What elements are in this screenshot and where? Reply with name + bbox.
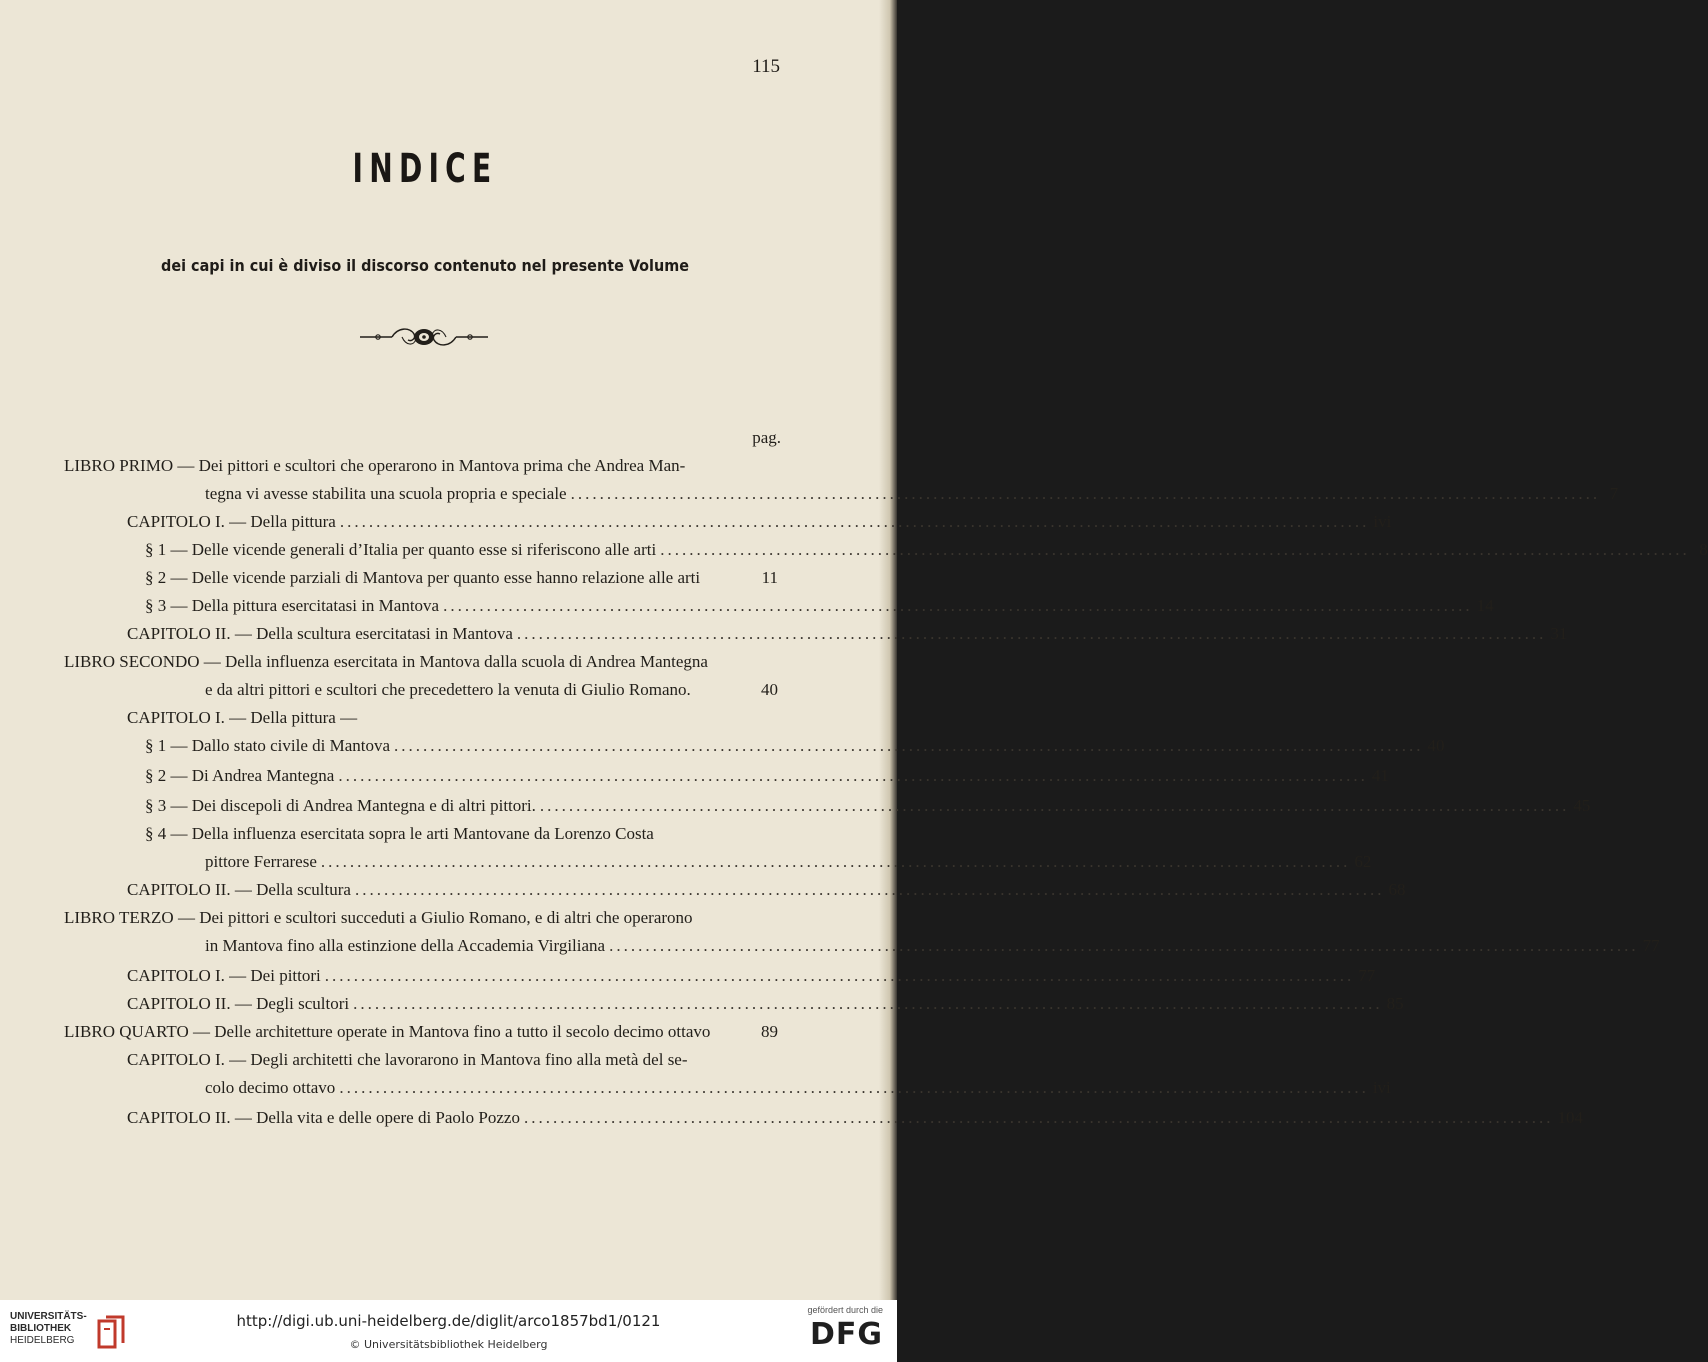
toc-entry bbox=[127, 1046, 739, 1074]
toc-entry-text: § 2 — Di Andrea Mantegna bbox=[145, 766, 335, 785]
dot-leader: .............................................................................................................................................. bbox=[339, 1078, 1369, 1097]
page-column-label: pag. bbox=[752, 428, 781, 447]
library-name-line3: HEIDELBERG bbox=[10, 1335, 75, 1346]
ornament-divider-icon bbox=[358, 322, 490, 352]
dot-leader: .............................................................................................................................................. bbox=[354, 880, 1385, 899]
toc-entry-text: colo decimo ottavo bbox=[205, 1078, 336, 1097]
toc-entry bbox=[145, 732, 1445, 760]
toc-entry bbox=[127, 876, 1406, 904]
toc-entry-page: 104 bbox=[1557, 1108, 1583, 1127]
toc-entry bbox=[127, 990, 1404, 1018]
toc-entry bbox=[145, 820, 778, 848]
toc-entry-page: 85 bbox=[1386, 994, 1404, 1013]
toc-entry bbox=[127, 704, 778, 732]
dot-leader: .............................................................................................................................................. bbox=[660, 540, 1690, 559]
dot-leader: .............................................................................................................................................. bbox=[339, 512, 1370, 531]
toc-entry-text: CAPITOLO I. — Degli architetti che lavorarono in Mantova fino alla metà del se- bbox=[127, 1050, 688, 1069]
toc-entry bbox=[145, 592, 1494, 620]
toc-entry-text: CAPITOLO II. — Della scultura esercitatasi in Mantova bbox=[127, 624, 513, 643]
toc-entry bbox=[127, 1104, 1583, 1132]
dot-leader: .............................................................................................................................................. bbox=[523, 1108, 1554, 1127]
toc-entry-text: § 3 — Dei discepoli di Andrea Mantegna e di altri pittori. bbox=[145, 796, 536, 815]
toc-entry bbox=[127, 508, 1392, 536]
toc-entry-text: LIBRO QUARTO — Delle architetture operate in Mantova fino a tutto il secolo decimo ottavo bbox=[64, 1022, 711, 1041]
toc-entry-text: LIBRO SECONDO — Della influenza esercitata in Mantova dalla scuola di Andrea Mantegna bbox=[64, 652, 708, 671]
library-name-line1: UNIVERSITÄTS- bbox=[10, 1311, 87, 1322]
toc-entry-text: pittore Ferrarese bbox=[205, 852, 317, 871]
dot-leader: .............................................................................................................................................. bbox=[516, 624, 1547, 643]
toc-entry-page: 11 bbox=[761, 568, 778, 587]
dot-leader: .............................................................................................................................................. bbox=[570, 484, 1601, 503]
library-name-line2: BIBLIOTHEK bbox=[10, 1323, 72, 1334]
dot-leader: .............................................................................................................................................. bbox=[539, 796, 1570, 815]
toc-entry-page: 77 bbox=[1642, 936, 1660, 955]
dot-leader: .............................................................................................................................................. bbox=[320, 852, 1351, 871]
toc-entry-page: 89 bbox=[761, 1022, 778, 1041]
dot-leader: .............................................................................................................................................. bbox=[394, 736, 1424, 755]
toc-entry-text: § 2 — Delle vicende parziali di Mantova per quanto esse hanno relazione alle arti bbox=[145, 568, 701, 587]
toc-entry-page: ivi bbox=[1373, 512, 1392, 531]
toc-entry bbox=[205, 932, 1660, 960]
toc-entry-page: 45 bbox=[1573, 796, 1591, 815]
toc-entry-page: 8 bbox=[1699, 540, 1708, 559]
toc-entry bbox=[145, 564, 778, 592]
page-title: INDICE bbox=[352, 146, 498, 192]
toc-entry-text: tegna vi avesse stabilita una scuola propria e speciale bbox=[205, 484, 567, 503]
dot-leader: .............................................................................................................................................. bbox=[443, 596, 1473, 615]
toc-entry bbox=[145, 792, 1591, 820]
dot-leader: .............................................................................................................................................. bbox=[353, 994, 1383, 1013]
toc-entry-text: § 1 — Delle vicende generali d’Italia per quanto esse si riferiscono alle arti bbox=[145, 540, 657, 559]
toc-entry-page: 14 bbox=[1476, 596, 1494, 615]
toc-entry-text: § 1 — Dallo stato civile di Mantova bbox=[145, 736, 391, 755]
toc-entry bbox=[145, 762, 1389, 790]
toc-entry-page: 68 bbox=[1388, 880, 1406, 899]
toc-entry-text: § 3 — Della pittura esercitatasi in Mantova bbox=[145, 596, 440, 615]
toc-entry bbox=[205, 676, 778, 704]
toc-entry-text: § 4 — Della influenza esercitata sopra le arti Mantovane da Lorenzo Costa bbox=[145, 824, 654, 843]
toc-entry bbox=[64, 1018, 778, 1046]
viewer-footer bbox=[0, 1300, 897, 1362]
toc-entry-page: 40 bbox=[761, 680, 778, 699]
toc-entry bbox=[205, 480, 1619, 508]
toc-entry-text: CAPITOLO II. — Della vita e delle opere di Paolo Pozzo bbox=[127, 1108, 520, 1127]
toc-entry-text: CAPITOLO I. — Della pittura bbox=[127, 512, 336, 531]
toc-entry-text: e da altri pittori e scultori che precedettero la venuta di Giulio Romano. bbox=[205, 680, 691, 699]
toc-entry-page: 62 bbox=[1354, 852, 1372, 871]
dot-leader: .............................................................................................................................................. bbox=[324, 966, 1355, 985]
toc-entry-text: CAPITOLO I. — Dei pittori bbox=[127, 966, 321, 985]
dot-leader: .............................................................................................................................................. bbox=[338, 766, 1368, 785]
toc-entry-page: 41 bbox=[1371, 766, 1389, 785]
permalink-url[interactable]: http://digi.ub.uni-heidelberg.de/diglit/arco1857bd1/0121 bbox=[236, 1312, 661, 1330]
toc-entry-page: 7 bbox=[1609, 484, 1619, 503]
copyright-notice: © Universitätsbibliothek Heidelberg bbox=[349, 1338, 548, 1351]
toc-entry-page: 40 bbox=[1427, 736, 1445, 755]
toc-entry bbox=[64, 648, 742, 676]
toc-entry-page: 77 bbox=[1358, 966, 1376, 985]
toc-entry-text: CAPITOLO II. — Della scultura bbox=[127, 880, 351, 899]
toc-entry-text: in Mantova fino alla estinzione della Accademia Virgiliana bbox=[205, 936, 606, 955]
toc-entry-page: ivi bbox=[1372, 1078, 1391, 1097]
dot-leader: .............................................................................................................................................. bbox=[609, 936, 1639, 955]
toc-entry-text: LIBRO PRIMO — Dei pittori e scultori che operarono in Mantova prima che Andrea Man- bbox=[64, 456, 686, 475]
toc-entry-text: CAPITOLO I. — Della pittura — bbox=[127, 708, 358, 727]
toc-entry bbox=[127, 962, 1376, 990]
toc-entry-text: CAPITOLO II. — Degli scultori bbox=[127, 994, 350, 1013]
toc-entry bbox=[127, 620, 1568, 648]
toc-entry-page: 31 bbox=[1550, 624, 1568, 643]
toc-entry bbox=[64, 452, 739, 480]
dfg-logo[interactable]: DFG bbox=[809, 1317, 883, 1352]
funding-note: gefördert durch die bbox=[807, 1305, 883, 1315]
toc-entry bbox=[64, 904, 742, 932]
toc-entry bbox=[205, 1074, 1391, 1102]
page-subtitle: dei capi in cui è diviso il discorso contenuto nel presente Volume bbox=[161, 256, 689, 275]
page-number: 115 bbox=[752, 56, 780, 77]
toc-entry-text: LIBRO TERZO — Dei pittori e scultori succeduti a Giulio Romano, e di altri che operarono bbox=[64, 908, 693, 927]
toc-entry bbox=[145, 536, 1708, 564]
toc-entry bbox=[205, 848, 1372, 876]
